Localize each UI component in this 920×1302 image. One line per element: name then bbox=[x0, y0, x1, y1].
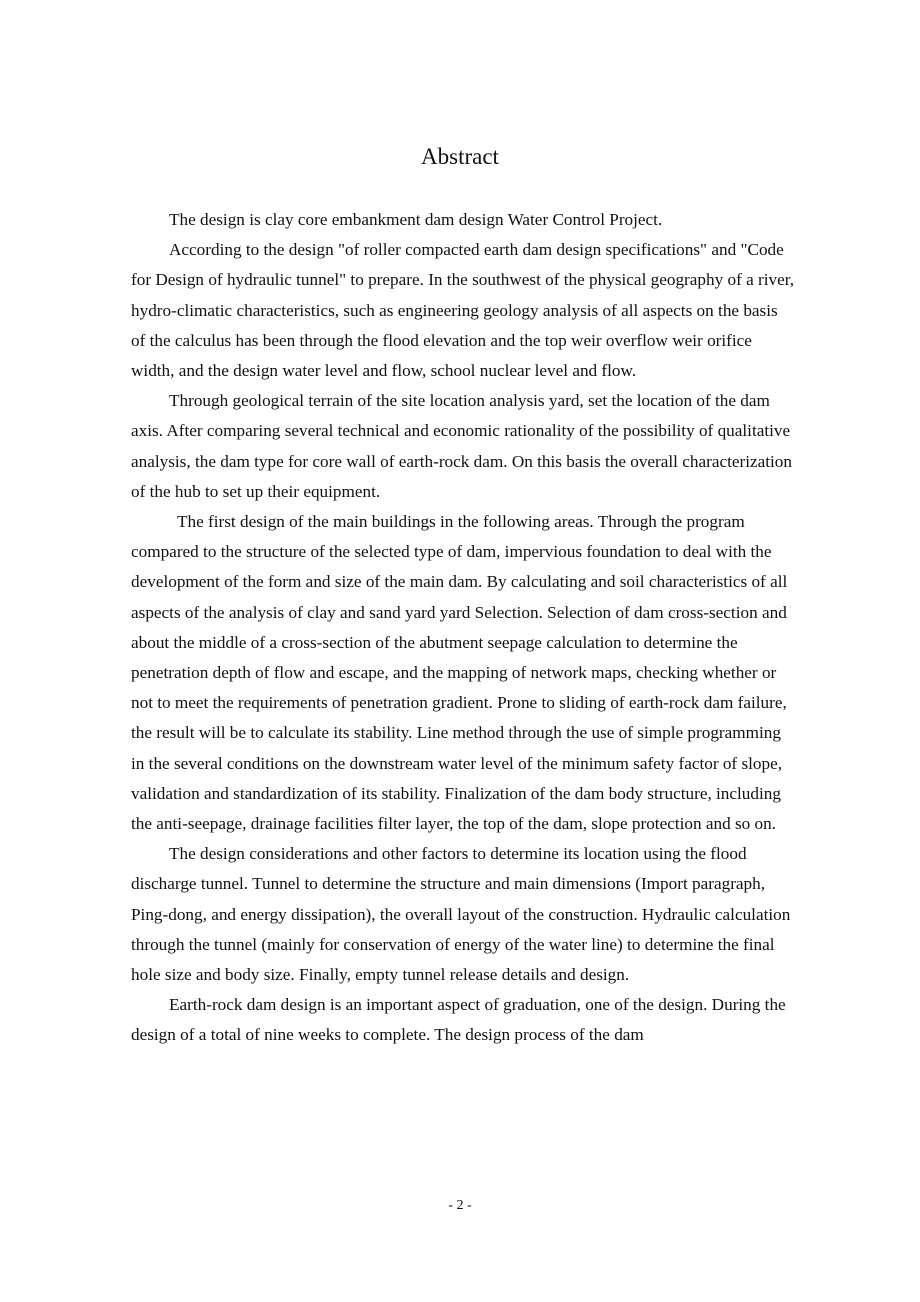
paragraph: The design considerations and other factors to determine its location using the flood discharge tunnel. Tunnel to determine the structure and main dimensions (Import paragraph, Ping-dong, and energy dissipation), the overall layout of the construction. Hydraulic calculation through the tunnel (mainly for conservation of energy of the water line) to determine the final hole size and body size. Finally, empty tunnel release details and design. bbox=[131, 844, 791, 985]
paragraph: The first design of the main buildings in the following areas. Through the program compared to the structure of the selected type of dam, impervious foundation to deal with the development of the form and size of the main dam. By calculating and soil characteristics of all aspects of the analysis of clay and sand yard yard Selection. Selection of dam cross-section and about the middle of a cross-section of the abutment seepage calculation to determine the penetration depth of flow and escape, and the mapping of network maps, checking whether or not to meet the requirements of penetration gradient. Prone to sliding of earth-rock dam failure, the result will be to calculate its stability. Line method through the use of simple programming in the several conditions on the downstream water level of the minimum safety factor of slope, validation and standardization of its stability. Finalization of the dam body structure, including the anti-seepage, drainage facilities filter layer, the top of the dam, slope protection and so on. bbox=[131, 512, 788, 834]
page-number: - 2 - bbox=[448, 1198, 472, 1213]
page-title: Abstract bbox=[421, 144, 499, 169]
paragraph: The design is clay core embankment dam design Water Control Project. bbox=[169, 210, 663, 229]
abstract-body bbox=[131, 205, 795, 1051]
paragraph: Earth-rock dam design is an important aspect of graduation, one of the design. During the design of a total of nine weeks to complete. The design process of the dam bbox=[131, 995, 786, 1045]
paragraph: According to the design "of roller compacted earth dam design specifications" and "Code for Design of hydraulic tunnel" to prepare. In the southwest of the physical geography of a river, hydro-climatic characteristics, such as engineering geology analysis of all aspects on the basis of the calculus has been through the flood elevation and the top weir overflow weir orifice width, and the design water level and flow, school nuclear level and flow. bbox=[131, 240, 795, 381]
paragraph: Through geological terrain of the site location analysis yard, set the location of the dam axis. After comparing several technical and economic rationality of the possibility of qualitative analysis, the dam type for core wall of earth-rock dam. On this basis the overall characterization of the hub to set up their equipment. bbox=[131, 391, 792, 501]
